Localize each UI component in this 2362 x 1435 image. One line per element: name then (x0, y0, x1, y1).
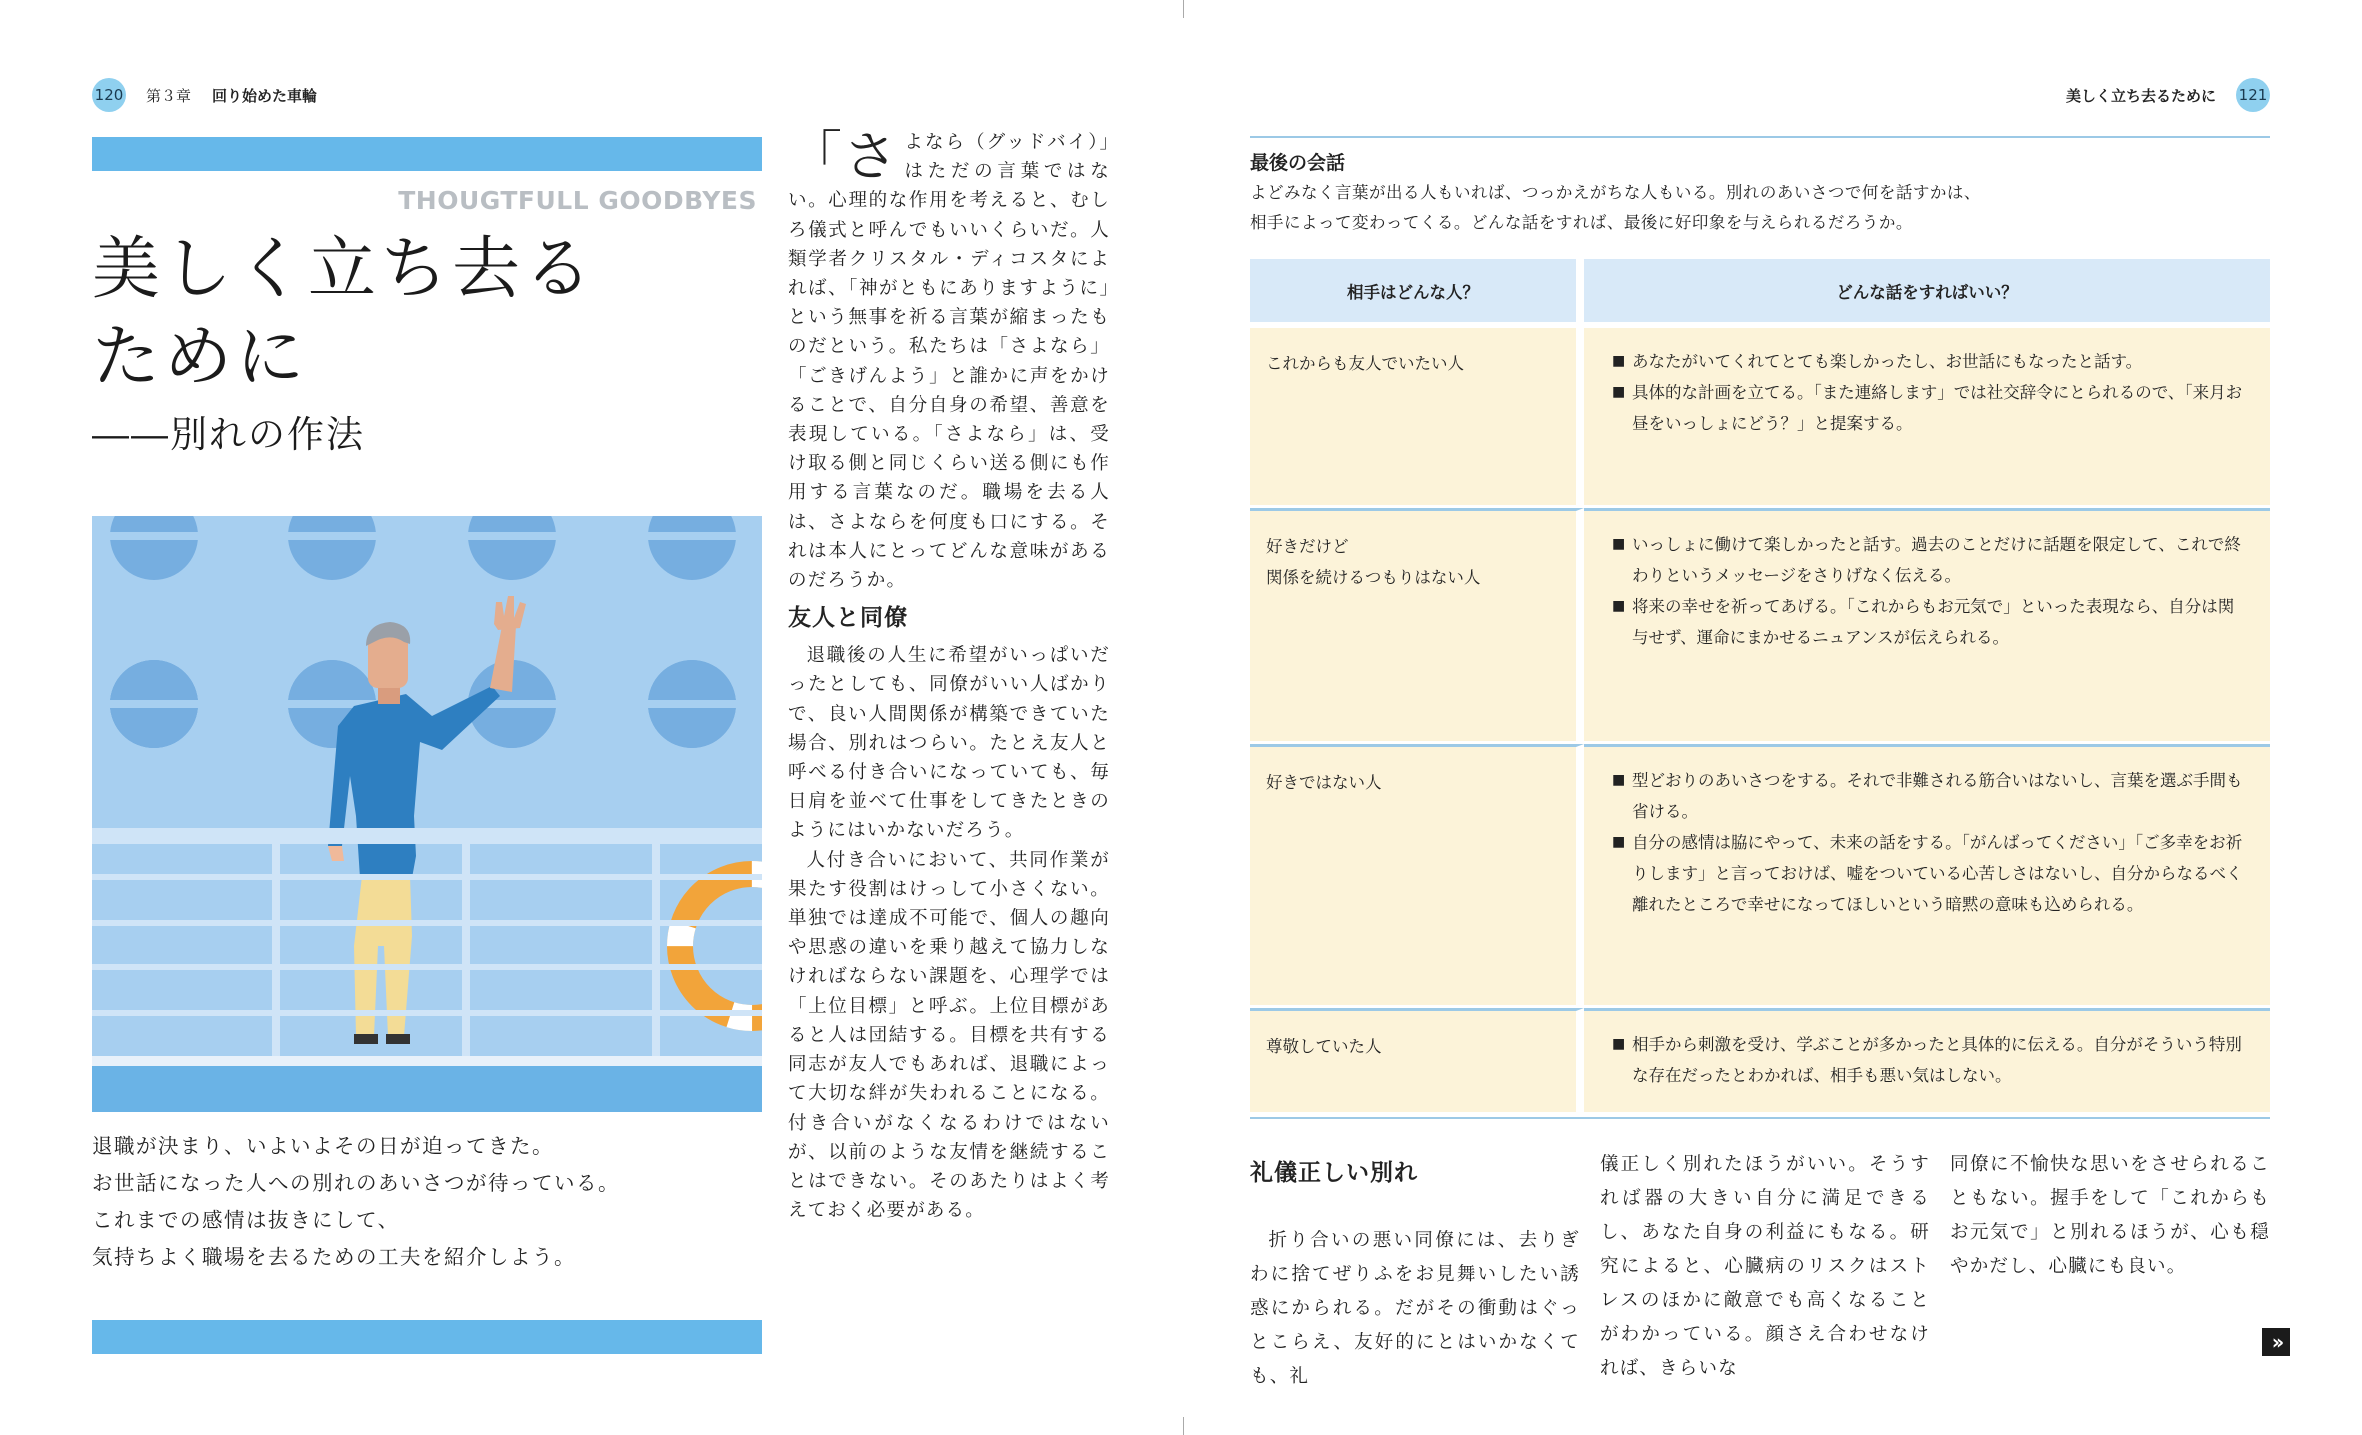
page-subtitle: ――別れの作法 (92, 413, 365, 456)
dropcap: 「さ (788, 125, 899, 188)
who-line: 関係を続けるつもりはない人 (1266, 568, 1481, 587)
body-paragraph-2: 退職後の人生に希望がいっぱいだったとしても、同僚がいい人ばかりで、良い人間関係が構築できていた場合、別れはつらい。たとえ友人と呼べる付き合いになっていても、毎日肩を並べて仕事をしてきたときのようにはいかないだろう。 (788, 645, 1110, 842)
tip-item: ■ 将来の幸せを祈ってあげる。「これからもお元気で」といった表現なら、自分は関与せず、運命にまかせるニュアンスが伝えられる。 (1612, 591, 2250, 653)
chapter-number: 第３章 (146, 87, 192, 105)
who-line: 好きではない人 (1266, 773, 1382, 792)
courtesy-column-3: 同僚に不愉快な思いをさせられることもない。握手をして「これからもお元気で」と別れるほうが、心も穏やかだし、心臓にも良い。 (1950, 1154, 2270, 1277)
lead-line: これまでの感情は抜きにして、 (92, 1208, 400, 1232)
section-top-rule (1250, 136, 2270, 138)
lead-line: お世話になった人への別れのあいさつが待っている。 (92, 1171, 620, 1195)
section-bottom-rule (1250, 1117, 2270, 1119)
title-top-bar (92, 137, 762, 171)
conversation-table (1250, 259, 2270, 1112)
section-intro (1250, 178, 2270, 238)
who-cell (1250, 328, 1584, 508)
intro-line: 相手によって変わってくる。どんな話をすれば、最後に好印象を与えられるだろうか。 (1250, 213, 1913, 232)
intro-line: よどみなく言葉が出る人もいれば、つっかえがちな人もいる。別れのあいさつで何を話すかは、 (1250, 183, 1981, 202)
lead-paragraph (92, 1128, 762, 1276)
kicker: THOUGTFULL GOODBYES (398, 186, 757, 215)
tips-cell (1584, 508, 2270, 744)
lead-line: 退職が決まり、いよいよその日が迫ってきた。 (92, 1134, 554, 1158)
page-title (92, 226, 596, 402)
left-page-number: 120 (92, 78, 126, 112)
tips-cell (1584, 328, 2270, 508)
running-title: 美しく立ち去るために (2065, 87, 2216, 105)
chapter-title: 回り始めた車輪 (212, 87, 318, 105)
double-chevron-right-icon: ›› (2262, 1328, 2290, 1356)
illustration-ship-deck (92, 516, 762, 1112)
table-row (1250, 1008, 2270, 1112)
courtesy-column-2: 儀正しく別れたほうがいい。そうすれば器の大きい自分に満足できるし、あなた自身の利益にもなる。研究によると、心臓病のリスクはストレスのほかに敵意でも高くなることがわかっている。顔さえ合わせなければ、きらいな (1600, 1154, 1930, 1379)
title-line-1: 美しく立ち去る (92, 230, 597, 309)
table-row (1250, 328, 2270, 508)
body-paragraph-1: よなら（グッドバイ）」はただの言葉ではない。心理的な作用を考えると、むしろ儀式と呼んでもいいくらいだ。人類学者クリスタル・ディコスタによれば、「神がともにありますように」という無事を祈る言葉が縮まったものだという。私たちは「さよなら」「ごきげんよう」と誰かに声をかけることで、自分自身の希望、善意を表現している。「さよなら」は、受け取る側と同じくらい送る側にも作用する言葉なのだ。職場を去る人は、さよならを何度も口にする。それは本人にとってどんな意味があるのだろうか。 (788, 132, 1110, 592)
right-page-number: 121 (2236, 78, 2270, 112)
courtesy-column-1: 折り合いの悪い同僚には、去りぎわに捨てぜりふをお見舞いしたい誘惑にかられる。だがその衝動はぐっとこらえ、友好的にとはいかなくても、礼 (1250, 1230, 1580, 1387)
who-line: 尊敬していた人 (1266, 1037, 1382, 1056)
header-what: どんな話をすればいい？ (1584, 259, 2270, 328)
who-line: 好きだけど (1266, 537, 1349, 556)
section-title: 最後の会話 (1250, 152, 1346, 174)
body-paragraph-3: 人付き合いにおいて、共同作業が果たす役割はけっして小さくない。単独では達成不可能で、個人の趣向や思惑の違いを乗り越えて協力しなければならない課題を、心理学では「上位目標」と呼ぶ。上位目標があると人は団結する。目標を共有する同志が友人でもあれば、退職によって大切な絆が失われることになる。付き合いがなくなるわけではないが、以前のような友情を継続することはできない。そのあたりはよく考えておく必要がある。 (788, 849, 1110, 1222)
lead-line: 気持ちよく職場を去るための工夫を紹介しよう。 (92, 1245, 576, 1269)
body-heading-friends: 友人と同僚 (788, 605, 908, 632)
tip-item: ■ 相手から刺激を受け、学ぶことが多かったと具体的に伝える。自分がそういう特別な存在だったとわかれば、相手も悪い気はしない。 (1612, 1029, 2250, 1091)
gutter-mark-top (1183, 0, 1184, 18)
tip-item: ■ いっしょに働けて楽しかったと話す。過去のことだけに話題を限定して、これで終わりというメッセージをさりげなく伝える。 (1612, 529, 2250, 591)
tip-item: ■ あなたがいてくれてとても楽しかったし、お世話にもなったと話す。 (1612, 346, 2250, 377)
tips-cell (1584, 744, 2270, 1008)
tip-item: ■ 具体的な計画を立てる。「また連絡します」では社交辞令にとられるので、「来月お昼をいっしょにどう？」と提案する。 (1612, 377, 2250, 439)
who-cell (1250, 1008, 1584, 1112)
header-who: 相手はどんな人？ (1250, 259, 1584, 328)
table-row (1250, 508, 2270, 744)
tip-item: ■ 型どおりのあいさつをする。それで非難される筋合いはないし、言葉を選ぶ手間も省ける。 (1612, 765, 2250, 827)
who-line: これからも友人でいたい人 (1266, 354, 1464, 373)
left-body-column (788, 125, 1110, 1225)
table-row (1250, 744, 2270, 1008)
tip-item: ■ 自分の感情は脇にやって、未来の話をする。「がんばってください」「ご多幸をお祈りします」と言っておけば、嘘をついている心苦しさはないし、自分からなるべく離れたところで幸せになってほしいという暗黙の意味も込められる。 (1612, 827, 2250, 920)
who-cell (1250, 744, 1584, 1008)
tips-cell (1584, 1008, 2270, 1112)
gutter-mark-bottom (1183, 1417, 1184, 1435)
courtesy-title: 礼儀正しい別れ (1250, 1160, 1418, 1186)
title-line-2: ために (92, 318, 309, 397)
title-bottom-bar (92, 1320, 762, 1354)
who-cell (1250, 508, 1584, 744)
